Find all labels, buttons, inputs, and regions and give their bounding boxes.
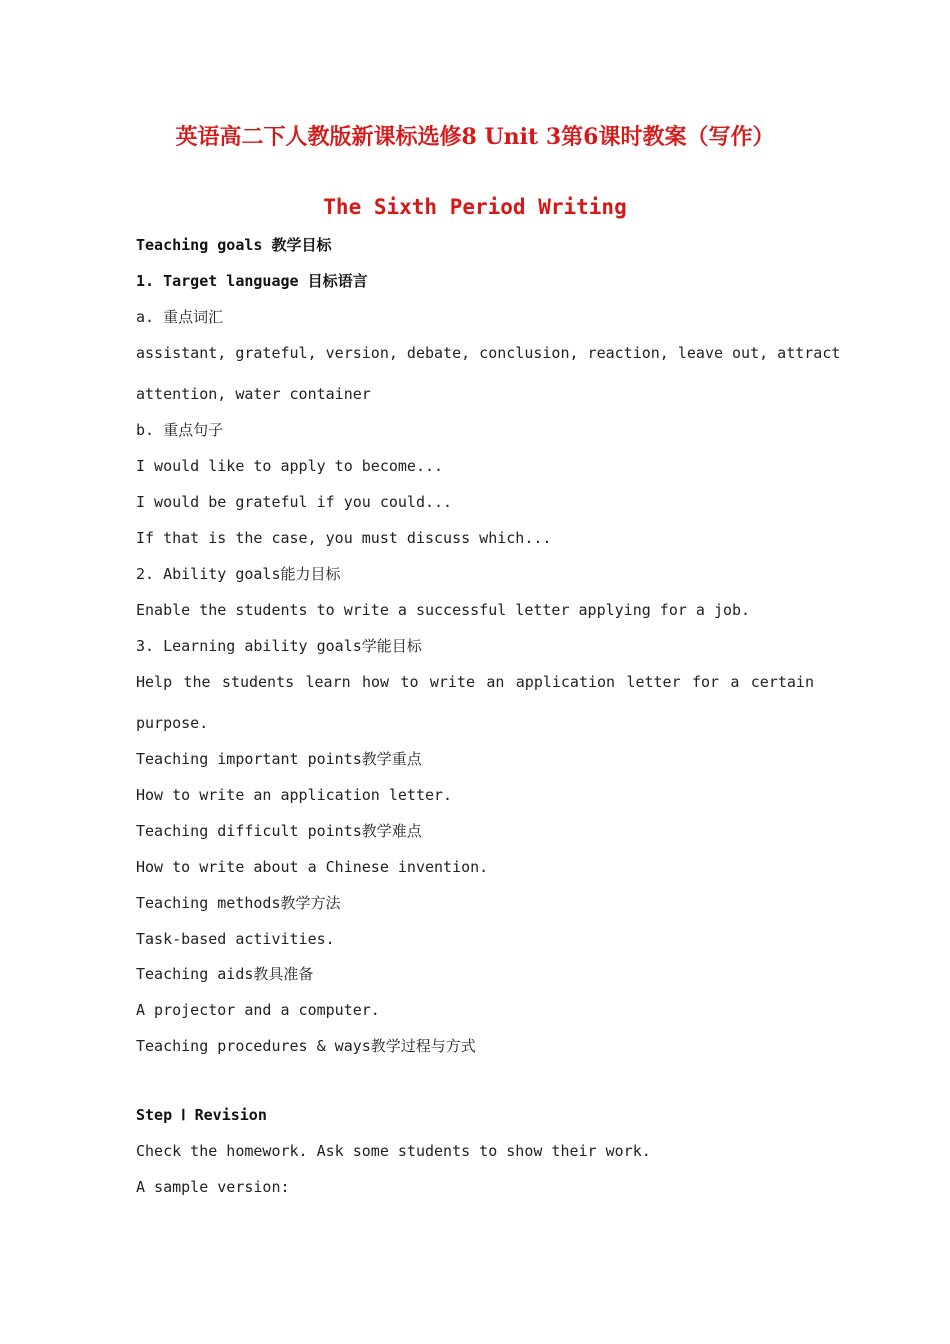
heading-target-language: 1. Target language 目标语言 (136, 272, 368, 290)
heading-important-points: Teaching important points教学重点 (136, 750, 422, 768)
heading-difficult-points: Teaching difficult points教学难点 (136, 822, 422, 840)
document-subtitle: The Sixth Period Writing (323, 195, 627, 219)
sentence-3: If that is the case, you must discuss which... (136, 529, 552, 547)
heading-teaching-aids: Teaching aids教具准备 (136, 965, 314, 983)
step-1-text: Check the homework. Ask some students to show their work. (136, 1142, 651, 1160)
teaching-methods-text: Task-based activities. (136, 930, 335, 948)
heading-teaching-procedures: Teaching procedures & ways教学过程与方式 (136, 1037, 476, 1055)
vocab-line-1: assistant, grateful, version, debate, conclusion, reaction, leave out, attract (136, 344, 841, 362)
label-key-sentences: b. 重点句子 (136, 421, 224, 439)
sample-version-label: A sample version: (136, 1178, 290, 1196)
sentence-1: I would like to apply to become... (136, 457, 444, 475)
heading-learning-goals: 3. Learning ability goals学能目标 (136, 637, 422, 655)
heading-teaching-methods: Teaching methods教学方法 (136, 894, 341, 912)
heading-step-1: Step Ⅰ Revision (136, 1106, 267, 1124)
document-title: 英语高二下人教版新课标选修8 Unit 3第6课时教案（写作） (175, 124, 775, 150)
important-points-text: How to write an application letter. (136, 786, 453, 804)
learning-goals-text-2: purpose. (136, 714, 209, 732)
sentence-2: I would be grateful if you could... (136, 493, 453, 511)
learning-goals-text-1: Help the students learn how to write an application letter for a certain (136, 673, 814, 691)
difficult-points-text: How to write about a Chinese invention. (136, 858, 489, 876)
label-key-vocab: a. 重点词汇 (136, 308, 224, 326)
ability-goals-text: Enable the students to write a successful letter applying for a job. (136, 601, 751, 619)
vocab-line-2: attention, water container (136, 385, 371, 403)
teaching-aids-text: A projector and a computer. (136, 1001, 380, 1019)
heading-teaching-goals: Teaching goals 教学目标 (136, 236, 332, 254)
heading-ability-goals: 2. Ability goals能力目标 (136, 565, 341, 583)
